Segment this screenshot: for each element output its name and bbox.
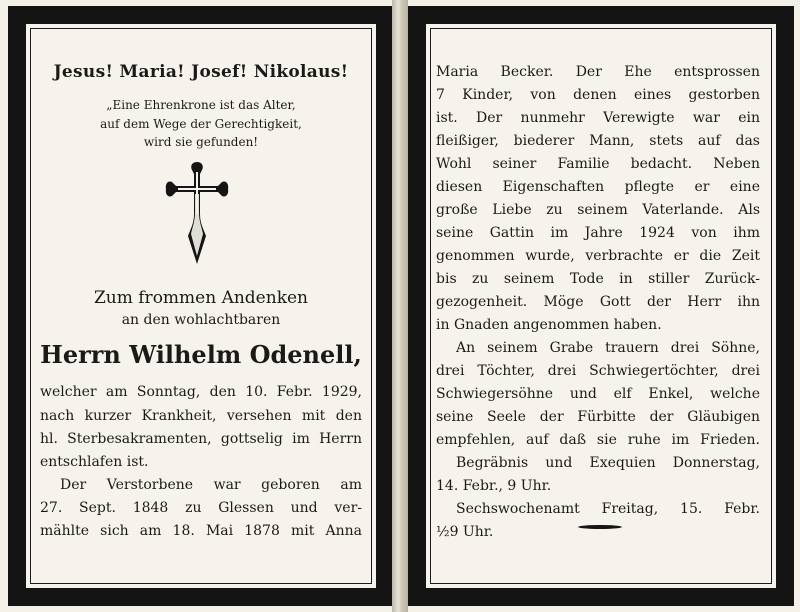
right-line-18: Begräbnis und Exequien Donnerstag,: [456, 455, 760, 471]
motto-line-3: wird sie gefunden!: [143, 135, 259, 149]
right-line-7: große Liebe zu seinem Vaterlande. Als: [436, 202, 760, 218]
right-line-10: bis zu seinem Tode in stiller Zurück-: [436, 271, 760, 287]
right-line-15: Schwiegersöhne und elf Enkel, welche: [436, 386, 760, 402]
body-line-1: welcher am Sonntag, den 10. Febr. 1929,: [40, 384, 362, 400]
end-ornament: [578, 525, 622, 529]
body-line-4: entschlafen ist.: [40, 454, 149, 470]
right-line-1: Maria Becker. Der Ehe entsprossen: [436, 64, 760, 80]
motto-line-2: auf dem Wege der Gerechtigkeit,: [100, 117, 302, 131]
deceased-name: Herrn Wilhelm Odenell,: [40, 340, 362, 369]
right-line-16: seine Seele der Fürbitte der Gläubigen: [436, 409, 760, 425]
memorial-line-1: Zum frommen Andenken: [93, 288, 309, 308]
right-page: [400, 0, 800, 612]
right-line-6: diesen Eigenschaften pflegte er eine: [436, 179, 760, 195]
right-line-13: An seinem Grabe trauern drei Söhne,: [456, 340, 760, 356]
right-line-20: Sechswochenamt Freitag, 15. Febr.: [456, 501, 760, 517]
right-line-2: 7 Kinder, von denen eines gestorben: [436, 87, 760, 103]
right-line-19: 14. Febr., 9 Uhr.: [436, 478, 552, 494]
card-fold: [392, 0, 408, 612]
right-line-21: ½9 Uhr.: [436, 524, 494, 540]
right-line-9: genommen wurde, verbrachte er die Zeit: [436, 248, 760, 264]
cross-icon: [164, 160, 230, 266]
body-line-5: Der Verstorbene war geboren am: [60, 477, 362, 493]
body-line-6: 27. Sept. 1848 zu Glessen und ver-: [40, 500, 362, 516]
right-line-12: in Gnaden angenommen haben.: [436, 317, 662, 333]
body-line-7: mählte sich am 18. Mai 1878 mit Anna: [40, 523, 362, 539]
right-line-17: empfehlen, auf daß sie ruhe im Frieden.: [436, 432, 760, 448]
heading: Jesus! Maria! Josef! Nikolaus!: [53, 62, 349, 82]
body-line-2: nach kurzer Krankheit, versehen mit den: [40, 408, 362, 424]
right-line-3: ist. Der nunmehr Verewigte war ein: [436, 110, 760, 126]
right-line-4: fleißiger, biederer Mann, stets auf das: [436, 133, 760, 149]
body-line-3: hl. Sterbesakramenten, gottselig im Herrn: [40, 431, 362, 447]
right-line-14: drei Töchter, drei Schwiegertöchter, drei: [436, 363, 760, 379]
right-line-8: seine Gattin im Jahre 1924 von ihm: [436, 225, 760, 241]
motto-line-1: „Eine Ehrenkrone ist das Alter,: [106, 98, 296, 112]
right-line-11: gezogenheit. Möge Gott der Herr ihn: [436, 294, 760, 310]
right-line-5: Wohl seiner Familie bedacht. Neben: [436, 156, 760, 172]
memorial-line-2: an den wohlachtbaren: [121, 312, 281, 328]
